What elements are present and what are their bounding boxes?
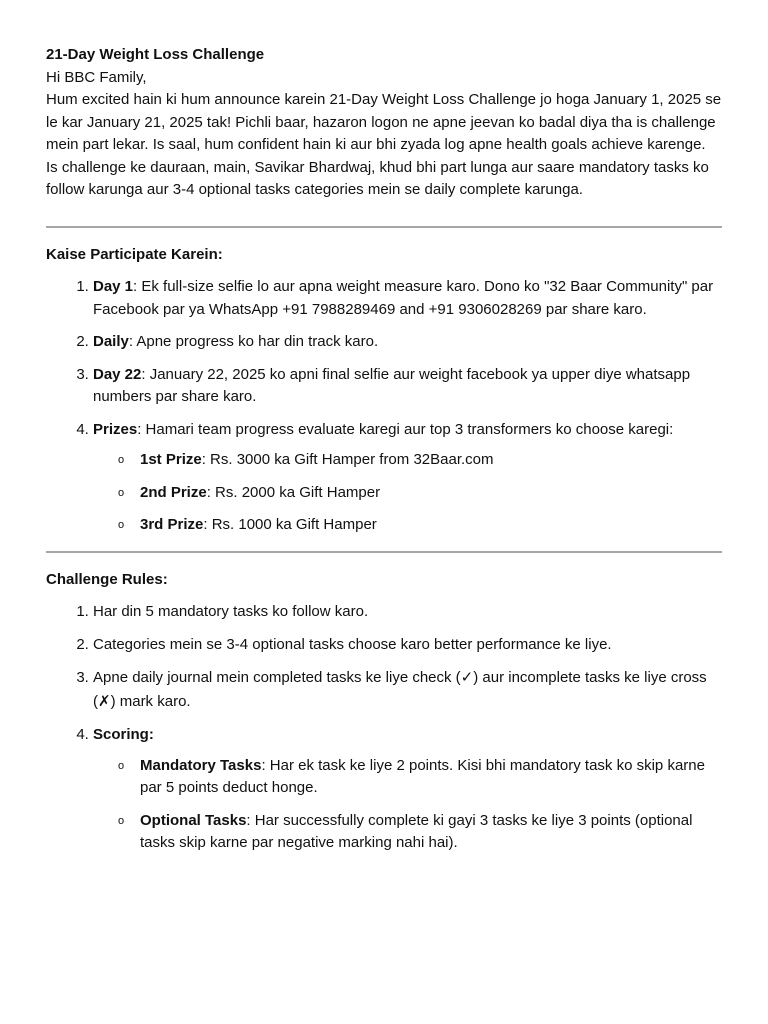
item-text: Apne daily journal mein completed tasks ke liye check (✓) aur incomplete tasks ke liye cross (✗) mark karo. [93,669,707,710]
rules-heading: Challenge Rules: [46,570,168,588]
document-title: 21-Day Weight Loss Challenge [46,46,265,63]
participate-section [46,244,722,537]
scoring-item-text: : Har ek task ke liye 2 points. Kisi bhi mandatory task ko skip karne par 5 points deduct honge. [140,756,705,796]
intro-section [46,44,722,202]
prize-item [118,449,722,472]
prize-item [118,514,722,537]
participate-list [46,276,722,537]
item-label: Prizes [93,420,138,438]
item-text: : Ek full-size selfie lo aur apna weight measure karo. Dono ko "32 Baar Community" par Facebook par ya WhatsApp +91 7988289469 and +91 9306028269 par share karo. [93,278,714,318]
item-label: Daily [93,333,129,350]
item-label: Day 22 [93,365,142,383]
list-item [93,364,722,409]
participate-heading: Kaise Participate Karein: [46,245,223,263]
scoring-item [118,755,722,800]
prize-label: 1st Prize [140,451,202,468]
scoring-label: Scoring: [93,726,154,743]
bullet-icon: o [118,814,125,827]
prize-text: : Rs. 3000 ka Gift Hamper from 32Baar.com [201,451,494,468]
list-item [93,601,722,624]
item-text: : Hamari team progress evaluate karegi aur top 3 transformers ko choose karegi: [137,420,674,438]
list-item [93,419,722,537]
prize-label: 3rd Prize [140,516,204,533]
scoring-list [93,755,722,855]
list-item [93,276,722,321]
intro-paragraph-2: Is challenge ke dauraan, main, Savikar Bhardwaj, khud bhi part lunga aur saare mandatory tasks ko follow karunga aur 3-4 optional tasks categories mein se daily complete karunga. [46,158,709,198]
bullet-icon: o [118,759,125,772]
rules-list [46,601,722,855]
list-item [93,634,722,657]
item-label: Day 1 [93,278,134,295]
prize-text: : Rs. 1000 ka Gift Hamper [203,516,377,533]
item-text: : January 22, 2025 ko apni final selfie aur weight facebook ya upper diye whatsapp numbers par share karo. [93,365,691,405]
scoring-item-text: : Har successfully complete ki gayi 3 tasks ke liye 3 points (optional tasks skip karne par negative marking nahi hai). [140,811,693,851]
list-item [93,666,722,714]
prize-label: 2nd Prize [140,483,207,501]
bullet-icon: o [118,519,125,531]
bullet-icon: o [118,454,125,466]
item-text: Har din 5 mandatory tasks ko follow karo. [93,603,369,620]
item-text: : Apne progress ko har din track karo. [128,333,379,350]
scoring-item-label: Mandatory Tasks [140,756,262,774]
intro-paragraph-1: Hum excited hain ki hum announce karein 21-Day Weight Loss Challenge jo hoga January 1, 2025 se le kar January 21, 2025 tak! Pichli baar, hazaron logon ne apne jeevan ko badal diya tha is challenge mein part lekar. Is saal, hum confident hain ki aur bhi zyada log apne health goals achieve karenge. [46,91,722,153]
list-item [93,724,722,855]
section-divider [46,226,722,228]
scoring-item [118,810,722,855]
section-divider [46,551,722,553]
list-item [93,331,722,354]
bullet-icon: o [118,486,125,499]
scoring-item-label: Optional Tasks [140,811,247,829]
greeting-text: Hi BBC Family, [46,68,147,86]
prizes-list [93,449,722,537]
prize-text: : Rs. 2000 ka Gift Hamper [206,483,381,501]
prize-item [118,482,722,505]
rules-section [46,569,722,855]
item-text: Categories mein se 3-4 optional tasks choose karo better performance ke liye. [93,635,612,653]
